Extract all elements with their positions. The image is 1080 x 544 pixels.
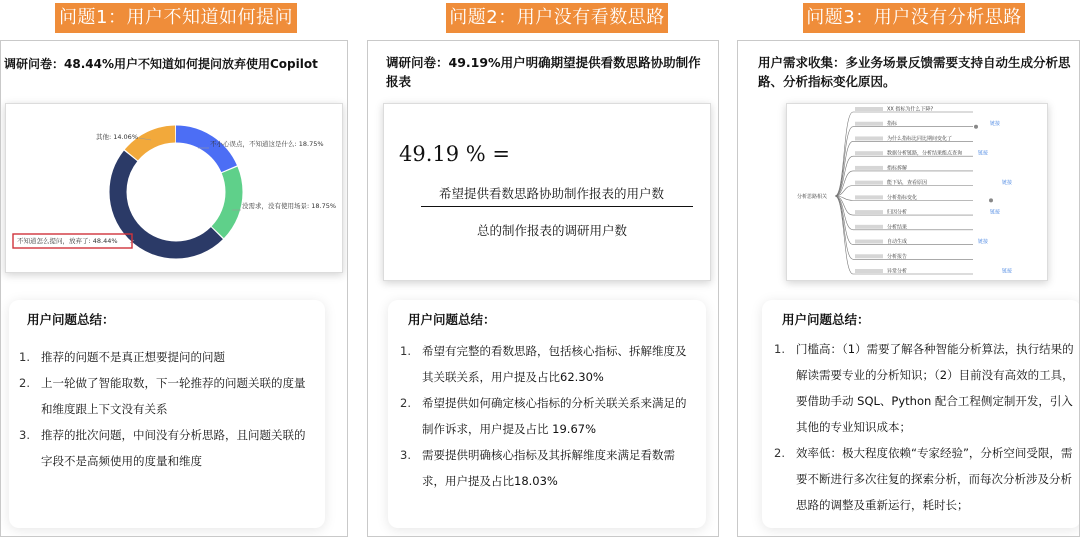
donut-label: 没需求，没有使用场景: 18.75% xyxy=(242,202,337,210)
donut-label: 不知道怎么提问，放弃了: 48.44% xyxy=(17,237,118,245)
mindmap-blurred-text xyxy=(855,122,883,126)
mindmap-branch-line xyxy=(835,196,973,274)
panel-1-summary xyxy=(9,300,325,528)
donut-label: 不小心误点，不知道这是什么: 18.75% xyxy=(210,140,324,148)
analysis-mindmap xyxy=(787,104,1048,281)
panel-1-summary-title: 用户问题总结： xyxy=(27,312,115,327)
list-item: 1. 推荐的问题不是真正想要提问的问题 xyxy=(19,350,225,364)
mindmap-branch-label: 归因分析 xyxy=(887,209,908,216)
mindmap-link: 链接 xyxy=(1002,180,1013,187)
mindmap-branch-label: XX 指标为什么下降? xyxy=(887,106,934,113)
panel-2-summary-title: 用户问题总结： xyxy=(408,312,496,327)
mindmap-link: 链接 xyxy=(978,239,989,246)
mindmap-blurred-text xyxy=(855,210,883,214)
panel-3-summary-title: 用户问题总结： xyxy=(782,312,870,327)
mindmap-branch-line xyxy=(835,156,973,196)
banner-problem-1: 问题1：用户不知道如何提问 xyxy=(55,3,297,33)
fraction-line xyxy=(421,206,693,207)
mindmap-image xyxy=(786,103,1048,281)
panel-2-summary xyxy=(388,300,706,528)
mindmap-branch-label: 能下钻，查看原因 xyxy=(887,180,928,187)
mindmap-blurred-text xyxy=(855,151,883,155)
mindmap-link: 链接 xyxy=(990,209,1001,216)
mindmap-blurred-text xyxy=(855,195,883,199)
mindmap-blurred-text xyxy=(855,181,883,185)
list-item: 2. 希望提供如何确定核心指标的分析关联关系来满足的制作诉求，用户提及占比 19.67% xyxy=(400,396,687,436)
panel-1-heading: 调研问卷：48.44%用户不知道如何提问放弃使用Copilot xyxy=(4,57,318,71)
mindmap-blurred-text xyxy=(855,107,883,111)
banner-problem-3: 问题3：用户没有分析思路 xyxy=(803,3,1025,33)
mindmap-branch-label: 指标 xyxy=(887,121,898,128)
formula-denominator: 总的制作报表的调研用户数 xyxy=(477,223,628,238)
list-item: 2. 效率低：极大程度依赖“专家经验”，分析空间受限，需要不断进行多次往复的探索分析，而每次分析涉及分析思路的调整及重新运行，耗时长； xyxy=(774,446,1073,512)
list-item: 3. 推荐的批次问题，中间没有分析思路，且问题关联的字段不是高频使用的度量和维度 xyxy=(19,428,306,468)
panel-2-summary-list xyxy=(400,338,696,494)
mindmap-link: 链接 xyxy=(978,150,989,157)
mindmap-branch-label: 数据分析链路，分析结果能点查询 xyxy=(887,150,963,157)
panel-3-heading: 用户需求收集：多业务场景反馈需要支持自动生成分析思路、分析指标变化原因。 xyxy=(758,55,1071,89)
mindmap-blurred-text xyxy=(855,269,883,273)
panel-3-summary-list xyxy=(774,336,1074,518)
mindmap-link: 链接 xyxy=(1002,268,1013,275)
mindmap-branch-label: 异常分析 xyxy=(887,268,908,275)
mindmap-blurred-text xyxy=(855,254,883,258)
mindmap-branch-label: 自动生成 xyxy=(887,239,908,246)
donut-label: 其他: 14.06% xyxy=(95,133,138,141)
list-item: 3. 需要提供明确核心指标及其拆解维度来满足看数需求，用户提及占比18.03% xyxy=(400,448,675,488)
panel-problem-3 xyxy=(737,40,1080,537)
mindmap-branch-label: 分析指标变化 xyxy=(887,194,918,201)
mindmap-node-dot xyxy=(989,198,993,202)
survey-chart-image xyxy=(5,103,343,273)
panel-3-summary xyxy=(762,300,1080,528)
mindmap-blurred-text xyxy=(855,166,883,170)
mindmap-branch-label: 为什么指标比同比期间变化了 xyxy=(887,135,953,142)
list-item: 1. 门槛高：（1）需要了解各种智能分析算法，执行结果的解读需要专业的分析知识；（2）目前没有高效的工具，要借助手动 SQL、Python 配合工程侧定制开发，引入其他的专业知识成本； xyxy=(774,342,1074,434)
formula-numerator: 希望提供看数思路协助制作报表的用户数 xyxy=(439,186,665,201)
panel-2-heading: 调研问卷：49.19%用户明确期望提供看数思路协助制作报表 xyxy=(386,55,701,89)
mindmap-node-dot xyxy=(974,125,978,129)
mindmap-branch-label: 指标拆解 xyxy=(887,165,908,172)
mindmap-link: 链接 xyxy=(990,121,1001,128)
survey-donut-chart xyxy=(6,104,343,273)
mindmap-root: 分析思路相关 xyxy=(797,194,828,200)
panel-1-summary-list xyxy=(19,344,315,474)
banner-problem-2: 问题2：用户没有看数思路 xyxy=(446,3,668,33)
mindmap-branch-line xyxy=(835,196,973,245)
panel-problem-1 xyxy=(0,40,348,537)
formula-image xyxy=(383,103,711,281)
mindmap-branch-label: 分析报告 xyxy=(887,253,908,260)
mindmap-blurred-text xyxy=(855,240,883,244)
panel-problem-2 xyxy=(367,40,719,537)
formula-value: 49.19 % = xyxy=(399,142,511,166)
list-item: 1. 希望有完整的看数思路，包括核心指标、拆解维度及其关联关系，用户提及占比62.30% xyxy=(400,344,687,384)
mindmap-blurred-text xyxy=(855,136,883,140)
mindmap-blurred-text xyxy=(855,225,883,229)
mindmap-branch-label: 分析结果 xyxy=(887,224,908,231)
list-item: 2. 上一轮做了智能取数，下一轮推荐的问题关联的度量和维度跟上下文没有关系 xyxy=(19,376,306,416)
